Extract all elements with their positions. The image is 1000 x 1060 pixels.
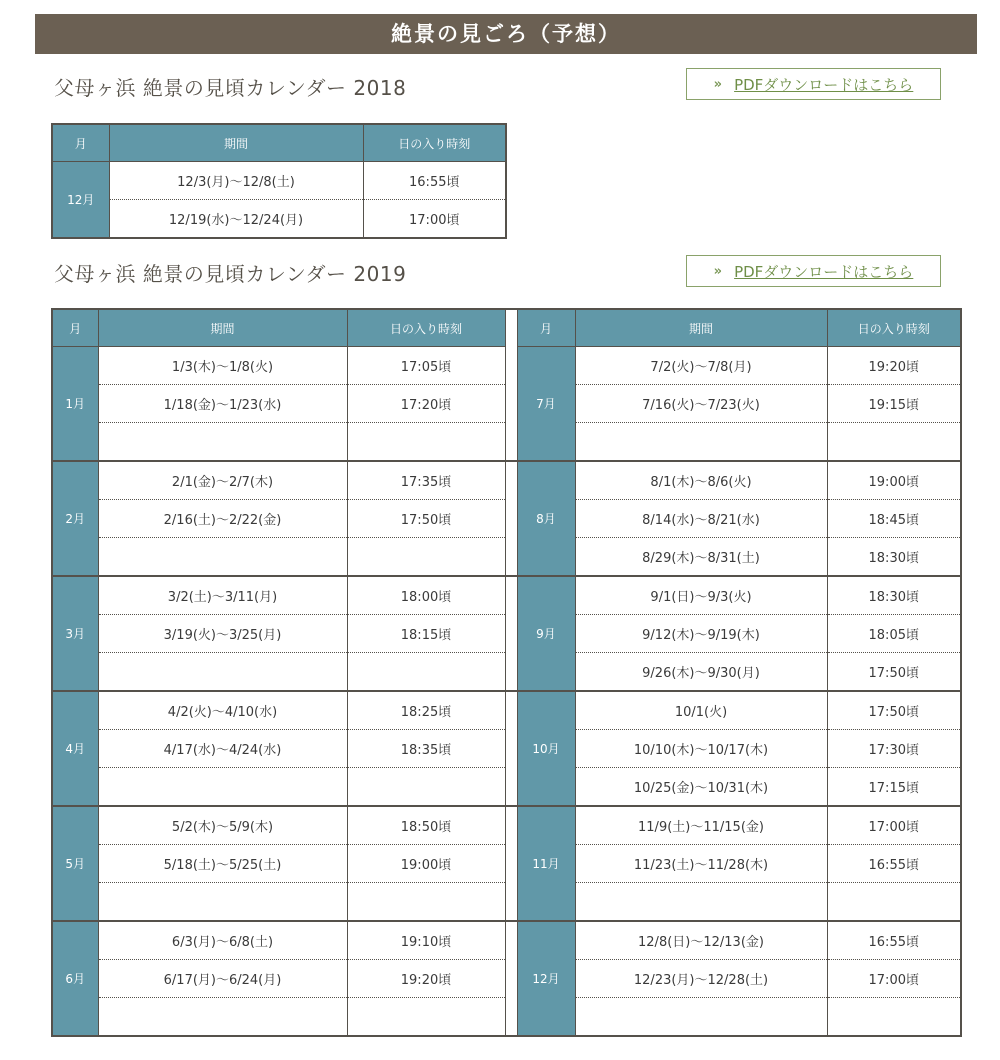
table-row [52, 998, 961, 1037]
sunset-time-cell: 19:00頃 [347, 845, 505, 883]
period-cell [98, 768, 347, 807]
header-month: 月 [517, 309, 575, 347]
sunset-time-cell: 19:00頃 [827, 461, 961, 500]
sunset-time-cell [827, 998, 961, 1037]
period-cell [98, 998, 347, 1037]
period-cell [98, 883, 347, 922]
chevron-right-icon: » [713, 263, 723, 279]
table-row [52, 615, 961, 653]
period-cell [98, 423, 347, 462]
header-sunset: 日の入り時刻 [827, 309, 961, 347]
period-cell: 3/2(土)〜3/11(月) [98, 576, 347, 615]
table-row [52, 461, 961, 500]
month-cell: 12月 [52, 162, 109, 239]
sunset-time-cell [347, 538, 505, 577]
period-cell: 7/2(火)〜7/8(月) [575, 347, 827, 385]
table-row [52, 538, 961, 577]
period-cell: 11/9(土)〜11/15(金) [575, 806, 827, 845]
sunset-time-cell: 18:05頃 [827, 615, 961, 653]
header-period: 期間 [109, 124, 363, 162]
sunset-time-cell: 17:20頃 [347, 385, 505, 423]
chevron-right-icon: » [713, 76, 723, 92]
table-row [52, 768, 961, 807]
column-gap [505, 309, 517, 347]
sunset-time-cell: 17:05頃 [347, 347, 505, 385]
period-cell: 2/16(土)〜2/22(金) [98, 500, 347, 538]
month-cell: 8月 [517, 461, 575, 576]
table-row [52, 921, 961, 960]
table-row [52, 691, 961, 730]
sunset-time-cell: 18:30頃 [827, 538, 961, 577]
period-cell: 8/1(木)〜8/6(火) [575, 461, 827, 500]
sunset-time-cell: 17:00頃 [827, 960, 961, 998]
sunset-time-cell: 17:35頃 [347, 461, 505, 500]
period-cell: 12/3(月)〜12/8(土) [109, 162, 363, 200]
period-cell [98, 538, 347, 577]
sunset-time-cell: 16:55頃 [827, 845, 961, 883]
sunset-time-cell [347, 883, 505, 922]
column-gap [505, 921, 517, 960]
month-cell: 12月 [517, 921, 575, 1036]
pdf-download-button-2018[interactable] [686, 68, 941, 100]
sunset-time-cell: 17:15頃 [827, 768, 961, 807]
period-cell: 10/25(金)〜10/31(木) [575, 768, 827, 807]
table-row [52, 883, 961, 922]
month-cell: 4月 [52, 691, 98, 806]
table-row [52, 385, 961, 423]
section-banner: 絶景の見ごろ（予想） [35, 14, 977, 54]
period-cell: 4/2(火)〜4/10(水) [98, 691, 347, 730]
sunset-time-cell: 18:45頃 [827, 500, 961, 538]
month-cell: 2月 [52, 461, 98, 576]
header-month: 月 [52, 309, 98, 347]
column-gap [505, 960, 517, 998]
month-cell: 1月 [52, 347, 98, 462]
table-row [52, 347, 961, 385]
table-row [52, 500, 961, 538]
column-gap [505, 768, 517, 807]
column-gap [505, 347, 517, 385]
table-row [52, 730, 961, 768]
sunset-time-cell: 17:50頃 [347, 500, 505, 538]
table-row [52, 423, 961, 462]
table-row [52, 845, 961, 883]
table-row [52, 576, 961, 615]
period-cell: 8/29(木)〜8/31(土) [575, 538, 827, 577]
sunset-time-cell: 17:00頃 [827, 806, 961, 845]
header-period: 期間 [98, 309, 347, 347]
sunset-time-cell: 16:55頃 [827, 921, 961, 960]
column-gap [505, 845, 517, 883]
period-cell [575, 423, 827, 462]
column-gap [505, 615, 517, 653]
column-gap [505, 500, 517, 538]
sunset-time-cell [827, 423, 961, 462]
sunset-time-cell: 19:10頃 [347, 921, 505, 960]
period-cell: 6/17(月)〜6/24(月) [98, 960, 347, 998]
sunset-time-cell [827, 883, 961, 922]
sunset-time-cell: 18:30頃 [827, 576, 961, 615]
header-sunset: 日の入り時刻 [363, 124, 506, 162]
calendar-2018-table [51, 123, 507, 239]
month-cell: 7月 [517, 347, 575, 462]
period-cell: 4/17(水)〜4/24(水) [98, 730, 347, 768]
sunset-time-cell: 18:35頃 [347, 730, 505, 768]
month-cell: 10月 [517, 691, 575, 806]
sunset-time-cell: 18:25頃 [347, 691, 505, 730]
sunset-time-cell: 17:50頃 [827, 653, 961, 692]
period-cell: 1/3(木)〜1/8(火) [98, 347, 347, 385]
period-cell: 9/12(木)〜9/19(木) [575, 615, 827, 653]
column-gap [505, 385, 517, 423]
period-cell: 12/8(日)〜12/13(金) [575, 921, 827, 960]
period-cell: 5/18(土)〜5/25(土) [98, 845, 347, 883]
pdf-download-link[interactable]: PDFダウンロードはこちら [734, 75, 914, 94]
sunset-time-cell: 19:20頃 [827, 347, 961, 385]
sunset-time-cell [347, 998, 505, 1037]
sunset-time-cell: 17:00頃 [363, 200, 506, 239]
header-month: 月 [52, 124, 109, 162]
column-gap [505, 998, 517, 1037]
column-gap [505, 691, 517, 730]
period-cell: 6/3(月)〜6/8(土) [98, 921, 347, 960]
pdf-download-button-2019[interactable] [686, 255, 941, 287]
sunset-time-cell: 18:50頃 [347, 806, 505, 845]
period-cell: 11/23(土)〜11/28(木) [575, 845, 827, 883]
sunset-time-cell: 17:30頃 [827, 730, 961, 768]
table-row [52, 806, 961, 845]
sunset-time-cell [347, 423, 505, 462]
period-cell [575, 998, 827, 1037]
header-sunset: 日の入り時刻 [347, 309, 505, 347]
calendar-2019-title: 父母ヶ浜 絶景の見頃カレンダー 2019 [54, 262, 407, 286]
table-row [52, 653, 961, 692]
period-cell: 2/1(金)〜2/7(木) [98, 461, 347, 500]
period-cell: 9/26(木)〜9/30(月) [575, 653, 827, 692]
column-gap [505, 653, 517, 692]
sunset-time-cell [347, 768, 505, 807]
sunset-time-cell: 16:55頃 [363, 162, 506, 200]
sunset-time-cell: 18:15頃 [347, 615, 505, 653]
column-gap [505, 576, 517, 615]
period-cell: 8/14(水)〜8/21(水) [575, 500, 827, 538]
period-cell: 12/19(水)〜12/24(月) [109, 200, 363, 239]
column-gap [505, 883, 517, 922]
period-cell: 5/2(木)〜5/9(木) [98, 806, 347, 845]
period-cell [98, 653, 347, 692]
period-cell: 7/16(火)〜7/23(火) [575, 385, 827, 423]
month-cell: 3月 [52, 576, 98, 691]
period-cell [575, 883, 827, 922]
column-gap [505, 423, 517, 462]
period-cell: 10/1(火) [575, 691, 827, 730]
sunset-time-cell: 18:00頃 [347, 576, 505, 615]
period-cell: 3/19(火)〜3/25(月) [98, 615, 347, 653]
header-period: 期間 [575, 309, 827, 347]
month-cell: 5月 [52, 806, 98, 921]
sunset-time-cell: 19:20頃 [347, 960, 505, 998]
column-gap [505, 461, 517, 500]
column-gap [505, 538, 517, 577]
calendar-2019-table [51, 308, 962, 1037]
period-cell: 9/1(日)〜9/3(火) [575, 576, 827, 615]
sunset-time-cell [347, 653, 505, 692]
month-cell: 9月 [517, 576, 575, 691]
column-gap [505, 806, 517, 845]
table-row [52, 960, 961, 998]
period-cell: 12/23(月)〜12/28(土) [575, 960, 827, 998]
sunset-time-cell: 19:15頃 [827, 385, 961, 423]
month-cell: 11月 [517, 806, 575, 921]
period-cell: 1/18(金)〜1/23(水) [98, 385, 347, 423]
column-gap [505, 730, 517, 768]
pdf-download-link[interactable]: PDFダウンロードはこちら [734, 262, 914, 281]
table-row [52, 162, 506, 200]
table-row [52, 200, 506, 239]
calendar-2018-title: 父母ヶ浜 絶景の見頃カレンダー 2018 [54, 76, 407, 100]
month-cell: 6月 [52, 921, 98, 1036]
period-cell: 10/10(木)〜10/17(木) [575, 730, 827, 768]
sunset-time-cell: 17:50頃 [827, 691, 961, 730]
